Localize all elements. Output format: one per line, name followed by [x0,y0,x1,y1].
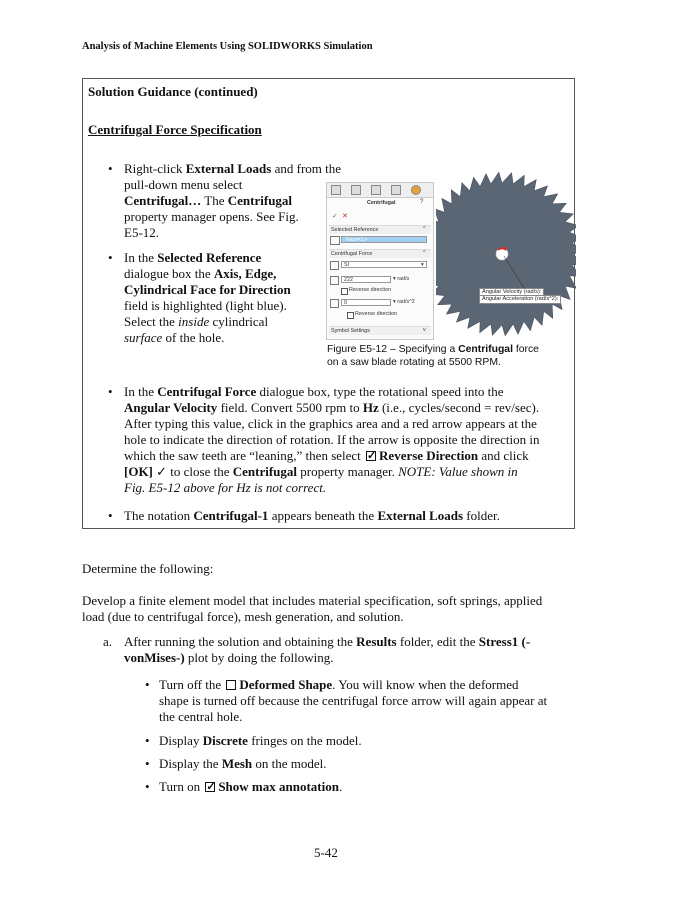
substep1-line1: Turn off the Deformed Shape. You will know when the deformed [159,677,519,692]
substep3: Display the Mesh on the model. [159,756,327,771]
display-manager-icon[interactable] [411,185,421,195]
paragraph-line: Develop a finite element model that includes material specification, soft springs, applied [82,593,543,608]
bullet1-line4: property manager opens. See Fig. [124,209,299,224]
substep1-line3: the central hole. [159,709,243,724]
bullet3-line1: In the Centrifugal Force dialogue box, type the rotational speed into the [124,384,504,399]
running-header: Analysis of Machine Elements Using SOLIDWORKS Simulation [82,41,373,52]
angular-velocity-input[interactable]: 222 [341,276,391,283]
guidance-heading: Solution Guidance (continued) [88,84,258,99]
paragraph-line: load (due to centrifugal force), mesh generation, and solution. [82,609,404,624]
bullet3-line3: After typing this value, click in the graphics area and a red arrow appears at the [124,416,537,431]
pm-title: Centrifugal [367,200,396,206]
angular-velocity-units[interactable]: ▾ rad/s [393,276,410,282]
cancel-x-icon[interactable]: ✕ [342,213,348,220]
checked-box-icon [205,782,215,792]
centrifugal-property-manager [326,182,434,340]
angular-velocity-annotation: Angular Velocity (rad/s): [479,288,544,297]
bullet2-line4: field is highlighted (light blue). [124,298,287,313]
angular-acceleration-input[interactable]: 0 [341,299,391,306]
bullet2-line5: Select the inside cylindrical [124,314,269,329]
units-icon [330,261,339,270]
section-header[interactable]: Symbol Settings v [329,326,431,335]
list-marker: a. [103,634,113,649]
substep2: Display Discrete fringes on the model. [159,733,362,748]
units-select[interactable]: SI ▾ [341,261,427,268]
face-icon [330,236,340,245]
bullet4-line1: The notation Centrifugal-1 appears beneath the External Loads folder. [124,508,500,523]
paragraph: Determine the following: [82,561,214,576]
bullet: • [145,756,150,771]
selected-reference-field[interactable]: Face<1> [341,236,427,243]
section-heading: Centrifugal Force Specification [88,122,262,137]
section-header[interactable]: Selected Reference ^ [329,225,431,234]
reverse-direction-label: Reverse direction [355,311,397,317]
substep4: Turn on ✓Show max annotation. [159,779,342,795]
reverse-direction-label: Reverse direction [349,287,391,293]
bullet: • [108,161,113,176]
bullet: • [108,250,113,265]
center-hole [496,248,508,260]
bullet3-line7: Fig. E5-12 above for Hz is not correct. [124,480,327,495]
property-manager-icon[interactable] [351,185,361,195]
bullet2-line3: Cylindrical Face for Direction [124,282,291,297]
config-manager-icon[interactable] [371,185,381,195]
bullet1-line5: E5-12. [124,225,160,240]
bullet1-line2: pull-down menu select [124,177,243,192]
bullet3-line4: hole to indicate the direction of rotation. If the arrow is opposite the direction in [124,432,540,447]
dimxpert-icon[interactable] [391,185,401,195]
ok-check-icon[interactable]: ✓ [332,213,338,220]
help-icon[interactable]: ? [420,199,424,205]
angular-acceleration-units[interactable]: ▾ rad/s^2 [393,299,415,305]
substep1-line2: shape is turned off because the centrifugal force arrow will again appear at [159,693,548,708]
checked-box-icon [366,451,376,461]
bullet1-line3: Centrifugal… The Centrifugal [124,193,293,208]
angular-velocity-icon [330,276,339,285]
bullet: • [108,508,113,523]
saw-blade-graphic [436,170,576,342]
bullet3-line2: Angular Velocity field. Convert 5500 rpm to Hz (i.e., cycles/second = rev/sec). [124,400,540,415]
figure-caption: Figure E5-12 – Specifying a Centrifugal force on a saw blade rotating at 5500 RPM. [327,344,539,368]
feature-tree-icon[interactable] [331,185,341,195]
pm-toolbar [327,183,433,198]
page-number: 5-42 [314,845,338,860]
reverse-direction-checkbox[interactable] [347,312,354,319]
section-header[interactable]: Centrifugal Force ^ [329,249,431,258]
step-a-line2: vonMises-) plot by doing the following. [124,650,334,665]
unchecked-box-icon [226,680,236,690]
bullet: • [145,677,150,692]
bullet2-line2: dialogue box the Axis, Edge, [124,266,277,281]
bullet: • [145,733,150,748]
step-a-line1: After running the solution and obtaining the Results folder, edit the Stress1 (- [124,634,531,649]
bullet2-line1: In the Selected Reference [124,250,262,265]
bullet1-line1: Right-click External Loads and from the [124,161,342,176]
reverse-direction-checkbox[interactable] [341,288,348,295]
bullet3-line6: [OK] ✓ to close the Centrifugal property manager. NOTE: Value shown in [124,464,518,479]
bullet2-line6: surface of the hole. [124,330,225,345]
bullet: • [145,779,150,794]
bullet: • [108,384,113,399]
angular-acceleration-annotation: Angular Acceleration (rad/s^2): [479,295,561,304]
bullet3-line5: which the saw teeth are “leaning,” then select ✓Reverse Direction and click [124,448,529,465]
angular-acceleration-icon [330,299,339,308]
